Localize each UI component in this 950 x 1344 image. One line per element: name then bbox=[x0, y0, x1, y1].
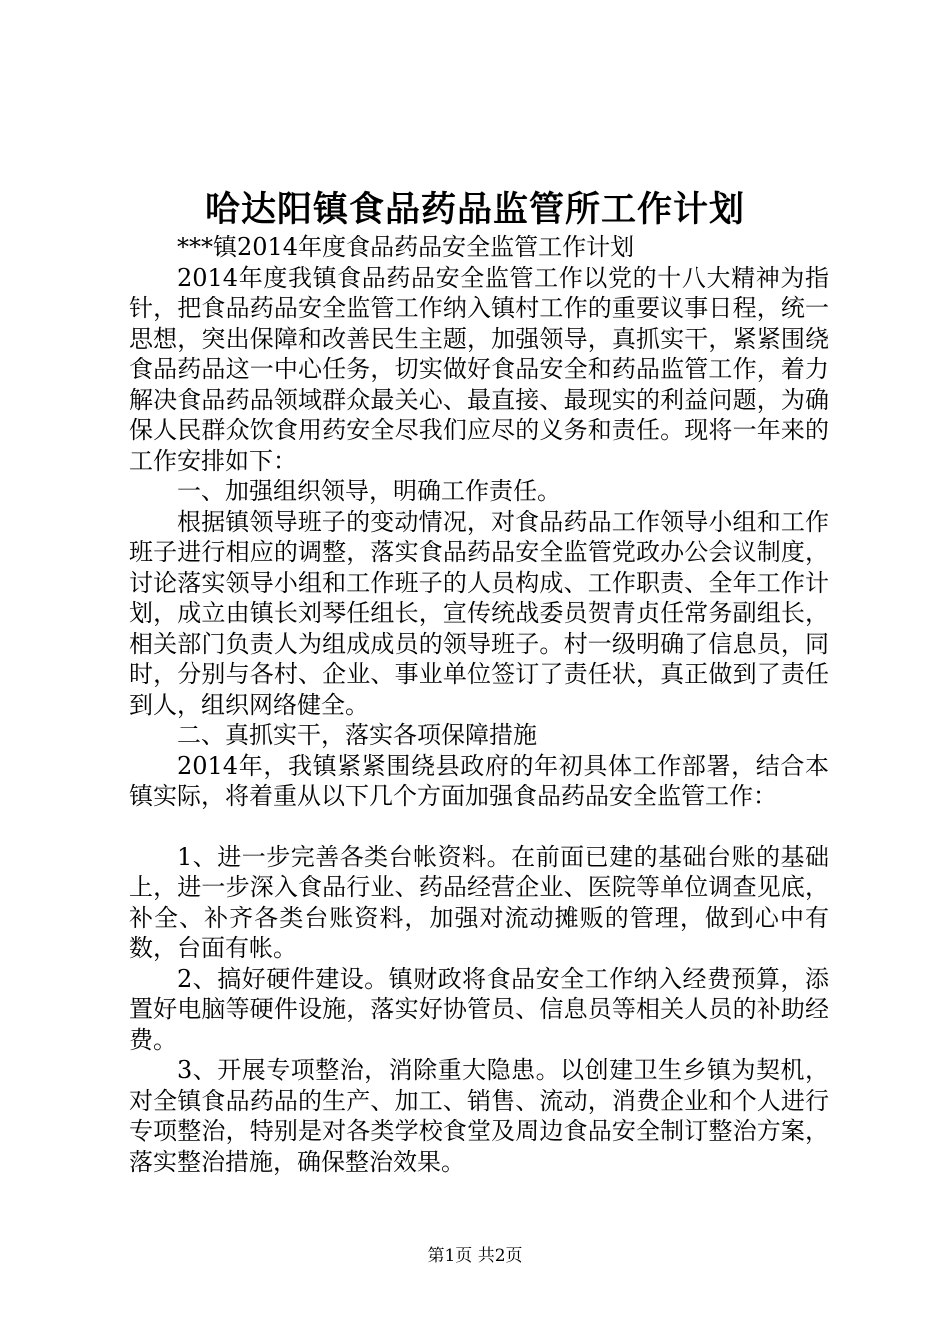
list-item-1: 1、进一步完善各类台帐资料。在前面已建的基础台账的基础上，进一步深入食品行业、药品经营企业、医院等单位调查见底，补全、补齐各类台账资料，加强对流动摊贩的管理，做到心中有数，台面有帐。 bbox=[129, 842, 829, 962]
list-item-2: 2、搞好硬件建设。镇财政将食品安全工作纳入经费预算，添置好电脑等硬件设施，落实好协管员、信息员等相关人员的补助经费。 bbox=[129, 964, 829, 1054]
paragraph-section-2: 2014年，我镇紧紧围绕县政府的年初具体工作部署，结合本镇实际，将着重从以下几个方面加强食品药品安全监管工作： bbox=[129, 751, 829, 810]
paragraph-section-1: 根据镇领导班子的变动情况，对食品药品工作领导小组和工作班子进行相应的调整，落实食品药品安全监管党政办公会议制度，讨论落实领导小组和工作班子的人员构成、工作职责、全年工作计划，成立由镇长刘琴任组长，宣传统战委员贺青贞任常务副组长，相关部门负责人为组成成员的领导班子。村一级明确了信息员，同时，分别与各村、企业、事业单位签订了责任状，真正做到了责任到人，组织网络健全。 bbox=[129, 507, 829, 719]
page-footer: 第1页 共2页 bbox=[427, 1246, 523, 1266]
paragraph-gap bbox=[129, 812, 829, 842]
section-heading-1: 一、加强组织领导，明确工作责任。 bbox=[177, 477, 561, 505]
list-item-3: 3、开展专项整治，消除重大隐患。以创建卫生乡镇为契机，对全镇食品药品的生产、加工、销售、流动，消费企业和个人进行专项整治，特别是对各类学校食堂及周边食品安全制订整治方案，落实整治措施，确保整治效果。 bbox=[129, 1056, 829, 1176]
paragraph-subtitle: ***镇2014年度食品药品安全监管工作计划 bbox=[177, 233, 635, 261]
paragraph-intro: 2014年度我镇食品药品安全监管工作以党的十八大精神为指针，把食品药品安全监管工作纳入镇村工作的重要议事日程，统一思想，突出保障和改善民生主题，加强领导，真抓实干，紧紧围绕食品药品这一中心任务，切实做好食品安全和药品监管工作，着力解决食品药品领域群众最关心、最直接、最现实的利益问题，为确保人民群众饮食用药安全尽我们应尽的义务和责任。现将一年来的工作安排如下： bbox=[129, 263, 829, 475]
document-title: 哈达阳镇食品药品监管所工作计划 bbox=[204, 189, 745, 230]
section-heading-2: 二、真抓实干，落实各项保障措施 bbox=[177, 721, 537, 749]
document-body bbox=[129, 232, 829, 1177]
